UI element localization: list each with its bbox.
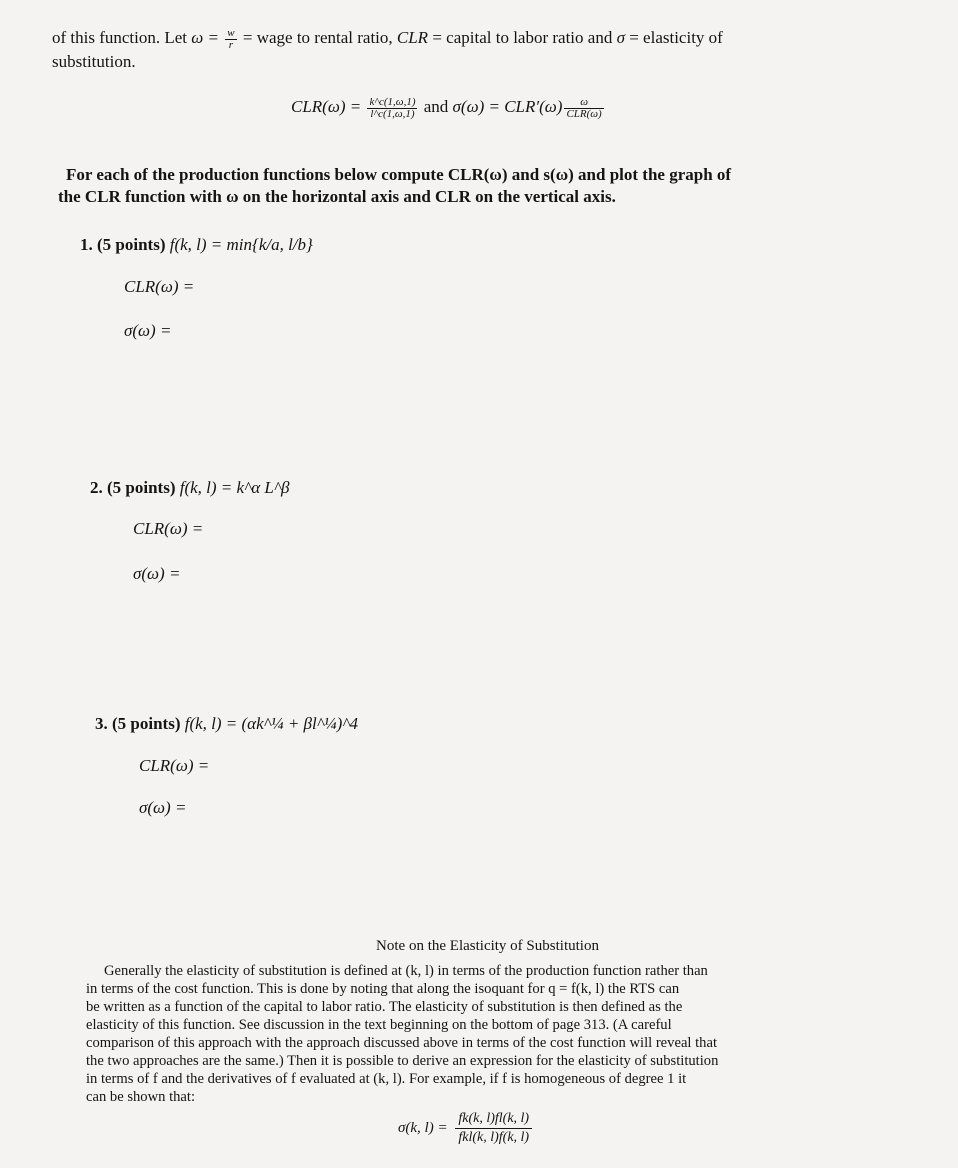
clr-frac-numerator: k^c(1,ω,1) bbox=[369, 95, 416, 108]
sigma-symbol: σ bbox=[616, 28, 625, 47]
problem-3-function: f(k, l) = (αk^¼ + βl^¼)^4 bbox=[184, 714, 358, 733]
note-line-2: in terms of the cost function. This is done by noting that along the isoquant for q = f(k, l) the RTS can bbox=[86, 981, 680, 997]
note-title: Note on the Elasticity of Substitution bbox=[376, 938, 599, 954]
problem-3-clr: CLR(ω) = bbox=[139, 756, 210, 775]
sigma-frac-numerator: ω bbox=[564, 97, 603, 109]
intro-text-d: = elasticity of bbox=[624, 28, 723, 47]
sigma-frac-denominator: CLR(ω) bbox=[566, 107, 602, 120]
r-denominator: r bbox=[228, 38, 234, 51]
problem-3-label: 3. (5 points) bbox=[95, 714, 185, 733]
problem-1-function: f(k, l) = min{k/a, l/b} bbox=[169, 235, 313, 254]
note-line-6: the two approaches are the same.) Then it is possible to derive an expression for the elasticity of substitution bbox=[86, 1053, 719, 1069]
problem-1-label: 1. (5 points) bbox=[80, 235, 170, 254]
instructions-line-2: the CLR function with ω on the horizontal axis and CLR on the vertical axis. bbox=[58, 187, 616, 206]
problem-1-sigma: σ(ω) = bbox=[124, 321, 172, 340]
intro-line-2: substitution. bbox=[52, 52, 136, 71]
note-line-8: can be shown that: bbox=[86, 1089, 196, 1105]
intro-text-b: = wage to rental ratio, bbox=[238, 28, 397, 47]
sigma-fraction bbox=[564, 97, 603, 120]
clr-fraction bbox=[367, 97, 417, 120]
formula-fraction bbox=[455, 1110, 532, 1147]
problem-2-label: 2. (5 points) bbox=[90, 478, 180, 497]
w-numerator: w bbox=[227, 26, 235, 39]
intro-text-a: of this function. Let bbox=[52, 28, 192, 47]
problem-1-clr: CLR(ω) = bbox=[124, 277, 195, 296]
problem-1-heading bbox=[80, 235, 313, 255]
problem-3-sigma: σ(ω) = bbox=[139, 798, 187, 817]
sigma-definition: σ(ω) = CLR′(ω) bbox=[452, 97, 563, 116]
problem-2-clr: CLR(ω) = bbox=[133, 519, 204, 538]
problem-2-sigma: σ(ω) = bbox=[133, 564, 181, 583]
intro-text-c: = capital to labor ratio and bbox=[428, 28, 617, 47]
note-line-3: be written as a function of the capital to labor ratio. The elasticity of substitution is then defined as the bbox=[86, 999, 683, 1015]
clr-definition bbox=[291, 96, 606, 120]
note-line-1: Generally the elasticity of substitution is defined at (k, l) in terms of the production function rather than bbox=[104, 963, 708, 979]
elasticity-formula bbox=[398, 1110, 536, 1147]
clr-frac-denominator: l^c(1,ω,1) bbox=[370, 107, 415, 120]
formula-denominator: fkl(k, l)f(k, l) bbox=[458, 1130, 530, 1145]
omega-equals: ω = bbox=[191, 28, 224, 47]
clr-lhs: CLR(ω) = bbox=[291, 97, 366, 116]
and-text: and bbox=[419, 97, 453, 116]
formula-numerator: fk(k, l)fl(k, l) bbox=[455, 1110, 532, 1129]
note-line-7: in terms of f and the derivatives of f evaluated at (k, l). For example, if f is homogeneous of degree 1 it bbox=[86, 1071, 687, 1087]
problem-3-heading bbox=[95, 714, 358, 734]
note-line-5: comparison of this approach with the approach discussed above in terms of the cost function will reveal that bbox=[86, 1035, 718, 1051]
instructions-line-1: For each of the production functions below compute CLR(ω) and s(ω) and plot the graph of bbox=[66, 165, 732, 184]
w-over-r-fraction bbox=[225, 28, 236, 51]
problem-2-function: f(k, l) = k^α L^β bbox=[179, 478, 290, 497]
problem-2-heading bbox=[90, 478, 290, 498]
note-line-4: elasticity of this function. See discussion in the text beginning on the bottom of page 313. (A careful bbox=[86, 1017, 672, 1033]
clr-symbol: CLR bbox=[396, 28, 429, 47]
intro-line-1 bbox=[52, 27, 932, 51]
formula-lhs: σ(k, l) = bbox=[398, 1120, 452, 1136]
